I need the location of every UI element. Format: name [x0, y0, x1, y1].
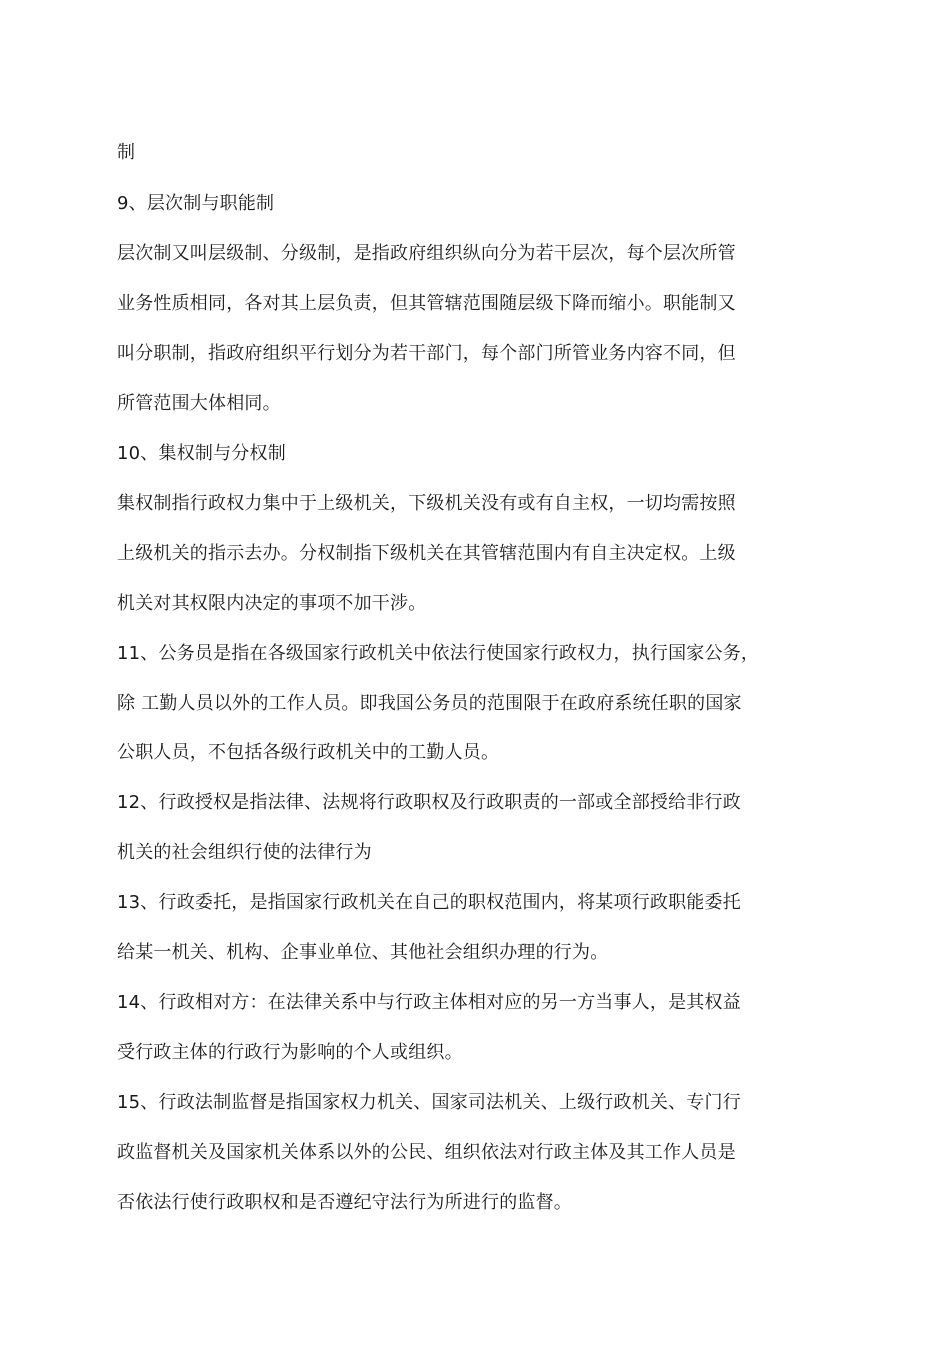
text-line: 13、行政委托，是指国家行政机关在自己的职权范围内，将某项行政职能委托 [117, 892, 741, 913]
section-heading-10: 10、集权制与分权制 [117, 443, 286, 464]
text-line: 集权制指行政权力集中于上级机关，下级机关没有或有自主权，一切均需按照 [117, 493, 736, 514]
text-line: 12、行政授权是指法律、法规将行政职权及行政职责的一部或全部授给非行政 [117, 792, 741, 813]
text-line: 14、行政相对方：在法律关系中与行政主体相对应的另一方当事人，是其权益 [117, 992, 741, 1013]
text-line: 所管范围大体相同。 [117, 393, 281, 414]
text-line: 公职人员，不包括各级行政机关中的工勤人员。 [117, 742, 500, 763]
text-line: 除 工勤人员以外的工作人员。即我国公务员的范围限于在政府系统任职的国家 [117, 693, 742, 714]
text-line: 受行政主体的行政行为影响的个人或组织。 [117, 1042, 463, 1063]
text-line: 政监督机关及国家机关体系以外的公民、组织依法对行政主体及其工作人员是 [117, 1142, 736, 1163]
text-line: 否依法行使行政职权和是否遵纪守法行为所进行的监督。 [117, 1192, 572, 1213]
text-line: 机关对其权限内决定的事项不加干涉。 [117, 593, 427, 614]
text-line: 给某一机关、机构、企事业单位、其他社会组织办理的行为。 [117, 942, 609, 963]
text-line: 层次制又叫层级制、分级制，是指政府组织纵向分为若干层次，每个层次所管 [117, 243, 736, 264]
section-heading-9: 9、层次制与职能制 [117, 193, 275, 214]
text-line: 叫分职制，指政府组织平行划分为若干部门，每个部门所管业务内容不同，但 [117, 343, 736, 364]
text-line: 机关的社会组织行使的法律行为 [117, 842, 372, 863]
text-line: 制 [117, 142, 136, 163]
text-line: 15、行政法制监督是指国家权力机关、国家司法机关、上级行政机关、专门行 [117, 1092, 741, 1113]
text-line: 业务性质相同，各对其上层负责，但其管辖范围随层级下降而缩小。职能制又 [117, 293, 736, 314]
text-line: 11、公务员是指在各级国家行政机关中依法行使国家行政权力，执行国家公务， [117, 643, 760, 664]
text-line: 上级机关的指示去办。分权制指下级机关在其管辖范围内有自主决定权。上级 [117, 543, 736, 564]
